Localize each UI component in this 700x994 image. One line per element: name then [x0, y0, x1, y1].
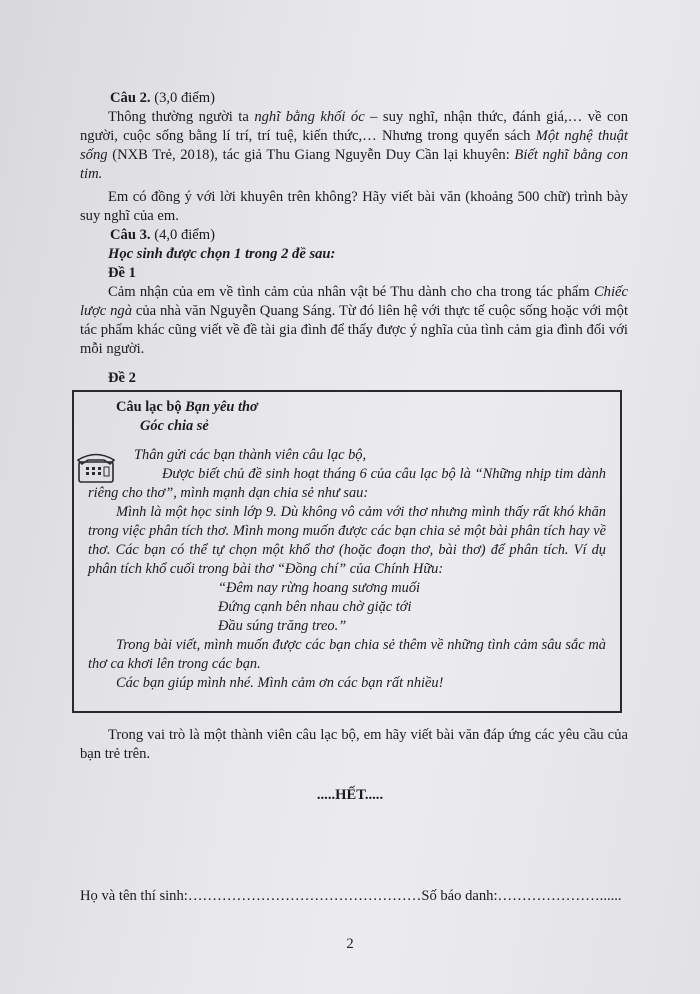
letter-closing: Các bạn giúp mình nhé. Mình cảm ơn các bạn rất nhiều!: [116, 675, 444, 691]
q2-points: (3,0 điểm): [154, 90, 215, 106]
letter-line-2: Được biết chủ đề sinh hoạt tháng 6 của câu lạc bộ là “Những nhịp tim dành riêng cho thơ”, mình mạnh dạn chia sẻ như sau:: [88, 466, 606, 501]
q3-points: (4,0 điểm): [154, 227, 215, 243]
de1-text: Cảm nhận của em về tình cảm của nhân vật bé Thu dành cho cha trong tác phẩm Chiếc lược ngà của nhà văn Nguyễn Quang Sáng. Từ đó liên hệ với thực tế cuộc sống hoặc với một tác phẩm khác cũng viết về đề tài gia đình để thấy được ý nghĩa của tình cảm gia đình đối với mỗi người.: [80, 284, 628, 357]
poem-line-3: Đầu súng trăng treo.”: [218, 618, 347, 634]
q2-title: Câu 2.: [110, 90, 151, 106]
q2-paragraph-2: Em có đồng ý với lời khuyên trên không? Hãy viết bài văn (khoảng 500 chữ) trình bày suy nghĩ của em.: [80, 189, 628, 224]
question-3: [80, 226, 628, 388]
q3-title: Câu 3.: [110, 227, 151, 243]
letter-body: [88, 398, 606, 693]
club-name: Bạn yêu thơ: [185, 399, 258, 415]
letter-greeting: Thân gửi các bạn thành viên câu lạc bộ,: [134, 447, 367, 463]
corner-title: Góc chia sẻ: [140, 418, 209, 434]
candidate-info-line: Họ và tên thí sinh:…………………………………………Số báo danh:…………………......: [80, 888, 622, 904]
club-letter-box: [72, 390, 622, 713]
q2-paragraph-1: Thông thường người ta nghĩ bằng khối óc – suy nghĩ, nhận thức, đánh giá,… về con người, cuộc sống bằng lí trí, trí tuệ, kiến thức,… Nhưng trong quyển sách Một nghệ thuật sống (NXB Trẻ, 2018), tác giả Thu Giang Nguyễn Duy Cần lại khuyên: Biết nghĩ bằng con tim.: [80, 109, 629, 182]
letter-line-4: Trong bài viết, mình muốn được các bạn chia sẻ thêm về những tình cảm sâu sắc mà thơ ca khơi lên trong các bạn.: [88, 637, 606, 672]
poem-line-2: Đứng cạnh bên nhau chờ giặc tới: [218, 599, 412, 615]
question-2: [80, 89, 628, 226]
end-marker: .....HẾT.....: [316, 787, 384, 803]
club-name-prefix: Câu lạc bộ: [116, 399, 186, 415]
de2-label: Đề 2: [108, 370, 136, 386]
page-number: 2: [346, 936, 354, 952]
letter-line-3: Mình là một học sinh lớp 9. Dù không vô cảm với thơ nhưng mình thấy rất khó khăn trong việc phân tích thơ. Mình mong muốn được các bạn chia sẻ một bài phân tích hay về thơ. Các bạn có thể tự chọn một khổ thơ (hoặc đoạn thơ, bài thơ) để phân tích. Ví dụ phân tích khổ cuối trong bài thơ “Đồng chí” của Chính Hữu:: [88, 504, 606, 577]
q3-choose: Học sinh được chọn 1 trong 2 đề sau:: [108, 246, 336, 262]
task-text: Trong vai trò là một thành viên câu lạc bộ, em hãy viết bài văn đáp ứng các yêu cầu của bạn trẻ trên.: [80, 727, 628, 762]
de1-label: Đề 1: [108, 265, 136, 281]
poem-line-1: “Đêm nay rừng hoang sương muối: [218, 580, 421, 596]
